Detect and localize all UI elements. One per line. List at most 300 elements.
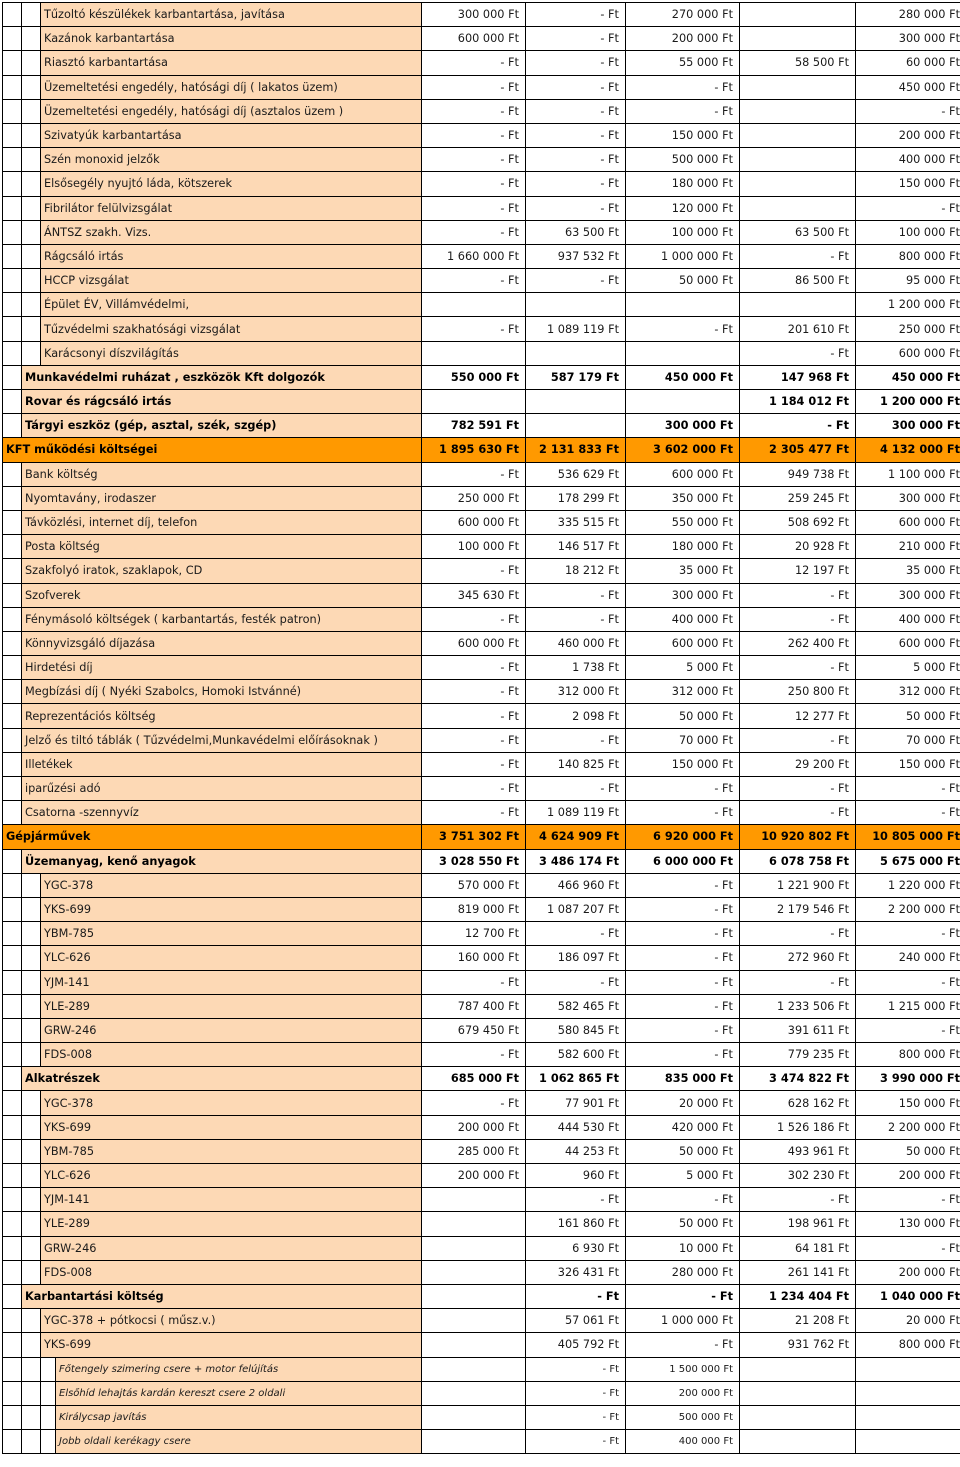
indent-cell: [22, 873, 41, 897]
table-row: [3, 75, 960, 99]
value-cell: - Ft: [856, 970, 960, 994]
value-cell: 10 920 802 Ft: [740, 825, 856, 849]
value-cell: - Ft: [856, 777, 960, 801]
value-cell: [422, 1430, 526, 1454]
table-row: [3, 27, 960, 51]
row-label: Riasztó karbantartása: [41, 51, 422, 75]
indent-cell: [3, 1333, 22, 1357]
value-cell: 50 000 Ft: [626, 269, 740, 293]
row-label: Munkavédelmi ruházat , eszközök Kft dolgozók: [22, 365, 422, 389]
value-cell: 679 450 Ft: [422, 1018, 526, 1042]
indent-cell: [22, 27, 41, 51]
value-cell: 335 515 Ft: [526, 510, 626, 534]
indent-cell: [3, 1381, 22, 1405]
value-cell: 582 600 Ft: [526, 1043, 626, 1067]
indent-cell: [3, 172, 22, 196]
indent-cell: [3, 510, 22, 534]
indent-cell: [22, 897, 41, 921]
value-cell: 60 000 Ft: [856, 51, 960, 75]
value-cell: 300 000 Ft: [856, 583, 960, 607]
value-cell: - Ft: [526, 607, 626, 631]
row-label: Távközlési, internet díj, telefon: [22, 510, 422, 534]
value-cell: 628 162 Ft: [740, 1091, 856, 1115]
value-cell: [422, 1405, 526, 1429]
value-cell: - Ft: [626, 873, 740, 897]
indent-cell: [3, 607, 22, 631]
value-cell: 2 200 000 Ft: [856, 897, 960, 921]
value-cell: - Ft: [422, 220, 526, 244]
value-cell: 580 845 Ft: [526, 1018, 626, 1042]
value-cell: 312 000 Ft: [626, 680, 740, 704]
value-cell: 147 968 Ft: [740, 365, 856, 389]
value-cell: 6 930 Ft: [526, 1236, 626, 1260]
value-cell: [740, 1357, 856, 1381]
value-cell: 3 486 174 Ft: [526, 849, 626, 873]
value-cell: [422, 390, 526, 414]
table-row: [3, 849, 960, 873]
row-label: Rágcsáló irtás: [41, 244, 422, 268]
table-row: [3, 1043, 960, 1067]
indent-cell: [22, 196, 41, 220]
value-cell: [422, 1284, 526, 1308]
indent-cell: [3, 1091, 22, 1115]
table-row: [3, 99, 960, 123]
indent-cell: [3, 1309, 22, 1333]
value-cell: - Ft: [740, 244, 856, 268]
table-row: [3, 390, 960, 414]
indent-cell: [3, 1430, 22, 1454]
value-cell: 600 000 Ft: [856, 631, 960, 655]
indent-cell: [22, 293, 41, 317]
value-cell: 262 400 Ft: [740, 631, 856, 655]
indent-cell: [3, 535, 22, 559]
row-label: Jelző és tiltó táblák ( Tűzvédelmi,Munkavédelmi előírásoknak ): [22, 728, 422, 752]
value-cell: 180 000 Ft: [626, 535, 740, 559]
table-row: [3, 559, 960, 583]
value-cell: - Ft: [422, 1091, 526, 1115]
value-cell: [856, 1357, 960, 1381]
value-cell: [422, 1236, 526, 1260]
table-row: [3, 1091, 960, 1115]
value-cell: 4 624 909 Ft: [526, 825, 626, 849]
indent-cell: [3, 486, 22, 510]
indent-cell: [3, 3, 22, 27]
indent-cell: [3, 365, 22, 389]
indent-cell: [22, 1260, 41, 1284]
value-cell: 312 000 Ft: [856, 680, 960, 704]
indent-cell: [3, 1260, 22, 1284]
row-label: Megbízási díj ( Nyéki Szabolcs, Homoki Istvánné): [22, 680, 422, 704]
value-cell: - Ft: [740, 414, 856, 438]
indent-cell: [3, 922, 22, 946]
value-cell: [422, 1309, 526, 1333]
table-row: [3, 244, 960, 268]
value-cell: 58 500 Ft: [740, 51, 856, 75]
value-cell: [526, 390, 626, 414]
value-cell: 35 000 Ft: [856, 559, 960, 583]
value-cell: 50 000 Ft: [626, 1212, 740, 1236]
table-row: [3, 825, 960, 849]
table-row: [3, 728, 960, 752]
indent-cell: [3, 897, 22, 921]
value-cell: 3 474 822 Ft: [740, 1067, 856, 1091]
row-label: YJM-141: [41, 1188, 422, 1212]
row-label: YBM-785: [41, 922, 422, 946]
row-label: Jobb oldali kerékagy csere: [56, 1430, 422, 1454]
value-cell: 500 000 Ft: [626, 1405, 740, 1429]
value-cell: - Ft: [526, 1284, 626, 1308]
table-body: [3, 3, 960, 1454]
value-cell: - Ft: [422, 269, 526, 293]
indent-cell: [3, 1236, 22, 1260]
value-cell: 600 000 Ft: [422, 510, 526, 534]
value-cell: 180 000 Ft: [626, 172, 740, 196]
row-label: YKS-699: [41, 897, 422, 921]
value-cell: 200 000 Ft: [856, 1164, 960, 1188]
value-cell: - Ft: [422, 1043, 526, 1067]
value-cell: 130 000 Ft: [856, 1212, 960, 1236]
value-cell: 1 089 119 Ft: [526, 317, 626, 341]
table-row: [3, 1115, 960, 1139]
value-cell: - Ft: [422, 777, 526, 801]
value-cell: 345 630 Ft: [422, 583, 526, 607]
indent-cell: [22, 244, 41, 268]
table-row: [3, 1236, 960, 1260]
value-cell: - Ft: [422, 51, 526, 75]
value-cell: 4 132 000 Ft: [856, 438, 960, 462]
value-cell: 140 825 Ft: [526, 752, 626, 776]
table-row: [3, 341, 960, 365]
indent-cell: [22, 1236, 41, 1260]
table-row: [3, 704, 960, 728]
value-cell: [740, 172, 856, 196]
indent-cell: [22, 1018, 41, 1042]
indent-cell: [3, 752, 22, 776]
row-label: Üzemeltetési engedély, hatósági díj (asztalos üzem ): [41, 99, 422, 123]
table-row: [3, 752, 960, 776]
value-cell: 272 960 Ft: [740, 946, 856, 970]
value-cell: - Ft: [626, 1018, 740, 1042]
value-cell: 259 245 Ft: [740, 486, 856, 510]
indent-cell: [22, 1043, 41, 1067]
value-cell: 6 920 000 Ft: [626, 825, 740, 849]
value-cell: - Ft: [526, 1405, 626, 1429]
value-cell: 400 000 Ft: [626, 607, 740, 631]
row-label: Elsősegély nyujtó láda, kötszerek: [41, 172, 422, 196]
indent-cell: [22, 994, 41, 1018]
value-cell: - Ft: [740, 1188, 856, 1212]
value-cell: 312 000 Ft: [526, 680, 626, 704]
indent-cell: [22, 148, 41, 172]
value-cell: 391 611 Ft: [740, 1018, 856, 1042]
value-cell: 819 000 Ft: [422, 897, 526, 921]
row-label: Főtengely szimering csere + motor felújítás: [56, 1357, 422, 1381]
value-cell: 10 805 000 Ft: [856, 825, 960, 849]
value-cell: 64 181 Ft: [740, 1236, 856, 1260]
value-cell: - Ft: [626, 99, 740, 123]
indent-cell: [41, 1381, 56, 1405]
value-cell: - Ft: [422, 75, 526, 99]
indent-cell: [41, 1357, 56, 1381]
indent-cell: [3, 1284, 22, 1308]
value-cell: [422, 293, 526, 317]
row-label: Üzemeltetési engedély, hatósági díj ( lakatos üzem): [41, 75, 422, 99]
value-cell: 100 000 Ft: [626, 220, 740, 244]
row-label: Szivatyúk karbantartása: [41, 123, 422, 147]
value-cell: [422, 1381, 526, 1405]
indent-cell: [3, 704, 22, 728]
row-label: Reprezentációs költség: [22, 704, 422, 728]
indent-cell: [22, 970, 41, 994]
indent-cell: [22, 220, 41, 244]
value-cell: 250 000 Ft: [422, 486, 526, 510]
table-row: [3, 946, 960, 970]
row-label: GRW-246: [41, 1018, 422, 1042]
indent-cell: [41, 1430, 56, 1454]
value-cell: 949 738 Ft: [740, 462, 856, 486]
value-cell: - Ft: [526, 269, 626, 293]
table-row: [3, 970, 960, 994]
value-cell: 450 000 Ft: [856, 365, 960, 389]
value-cell: 200 000 Ft: [422, 1164, 526, 1188]
value-cell: - Ft: [526, 51, 626, 75]
value-cell: - Ft: [740, 970, 856, 994]
row-label: YLC-626: [41, 946, 422, 970]
value-cell: 50 000 Ft: [626, 1139, 740, 1163]
row-label: YGC-378: [41, 873, 422, 897]
value-cell: 300 000 Ft: [856, 27, 960, 51]
row-label: YGC-378: [41, 1091, 422, 1115]
value-cell: [740, 1405, 856, 1429]
value-cell: - Ft: [422, 559, 526, 583]
indent-cell: [3, 27, 22, 51]
value-cell: 200 000 Ft: [422, 1115, 526, 1139]
value-cell: 57 061 Ft: [526, 1309, 626, 1333]
row-label: Fénymásoló költségek ( karbantartás, festék patron): [22, 607, 422, 631]
value-cell: - Ft: [526, 583, 626, 607]
value-cell: - Ft: [626, 801, 740, 825]
table-row: [3, 1139, 960, 1163]
value-cell: 3 028 550 Ft: [422, 849, 526, 873]
value-cell: 150 000 Ft: [856, 1091, 960, 1115]
value-cell: - Ft: [526, 172, 626, 196]
value-cell: 800 000 Ft: [856, 244, 960, 268]
row-label: FDS-008: [41, 1260, 422, 1284]
value-cell: 63 500 Ft: [740, 220, 856, 244]
value-cell: - Ft: [526, 728, 626, 752]
indent-cell: [22, 1357, 41, 1381]
indent-cell: [3, 99, 22, 123]
value-cell: 1 221 900 Ft: [740, 873, 856, 897]
indent-cell: [3, 970, 22, 994]
value-cell: 12 700 Ft: [422, 922, 526, 946]
value-cell: [740, 196, 856, 220]
table-row: [3, 1018, 960, 1042]
value-cell: - Ft: [626, 1284, 740, 1308]
value-cell: 21 208 Ft: [740, 1309, 856, 1333]
value-cell: 250 000 Ft: [856, 317, 960, 341]
value-cell: [422, 1357, 526, 1381]
value-cell: 600 000 Ft: [856, 341, 960, 365]
table-row: [3, 220, 960, 244]
row-label: Királycsap javítás: [56, 1405, 422, 1429]
indent-cell: [3, 75, 22, 99]
value-cell: 1 000 000 Ft: [626, 244, 740, 268]
table-row: [3, 535, 960, 559]
table-row: [3, 365, 960, 389]
value-cell: 1 100 000 Ft: [856, 462, 960, 486]
value-cell: 1 233 506 Ft: [740, 994, 856, 1018]
value-cell: [856, 1405, 960, 1429]
value-cell: 35 000 Ft: [626, 559, 740, 583]
value-cell: 63 500 Ft: [526, 220, 626, 244]
value-cell: 100 000 Ft: [422, 535, 526, 559]
value-cell: 835 000 Ft: [626, 1067, 740, 1091]
table-row: [3, 656, 960, 680]
indent-cell: [22, 341, 41, 365]
table-row: [3, 680, 960, 704]
value-cell: 5 675 000 Ft: [856, 849, 960, 873]
row-label: Könnyvizsgáló díjazása: [22, 631, 422, 655]
row-label: KFT működési költségei: [3, 438, 422, 462]
value-cell: 960 Ft: [526, 1164, 626, 1188]
value-cell: 178 299 Ft: [526, 486, 626, 510]
value-cell: 95 000 Ft: [856, 269, 960, 293]
value-cell: 2 179 546 Ft: [740, 897, 856, 921]
value-cell: 800 000 Ft: [856, 1043, 960, 1067]
indent-cell: [3, 680, 22, 704]
value-cell: - Ft: [626, 1188, 740, 1212]
value-cell: 444 530 Ft: [526, 1115, 626, 1139]
value-cell: 420 000 Ft: [626, 1115, 740, 1139]
table-row: [3, 922, 960, 946]
table-row: [3, 462, 960, 486]
row-label: Épület ÉV, Villámvédelmi,: [41, 293, 422, 317]
indent-cell: [22, 1212, 41, 1236]
value-cell: 210 000 Ft: [856, 535, 960, 559]
row-label: YKS-699: [41, 1333, 422, 1357]
value-cell: 1 000 000 Ft: [626, 1309, 740, 1333]
row-label: GRW-246: [41, 1236, 422, 1260]
value-cell: [740, 1381, 856, 1405]
row-label: YBM-785: [41, 1139, 422, 1163]
value-cell: 600 000 Ft: [422, 27, 526, 51]
value-cell: 150 000 Ft: [856, 752, 960, 776]
value-cell: - Ft: [526, 777, 626, 801]
indent-cell: [41, 1405, 56, 1429]
value-cell: 120 000 Ft: [626, 196, 740, 220]
value-cell: 44 253 Ft: [526, 1139, 626, 1163]
table-row: [3, 51, 960, 75]
value-cell: 20 000 Ft: [626, 1091, 740, 1115]
value-cell: 536 629 Ft: [526, 462, 626, 486]
table-row: [3, 1357, 960, 1381]
value-cell: 550 000 Ft: [422, 365, 526, 389]
row-label: Gépjárművek: [3, 825, 422, 849]
value-cell: - Ft: [422, 752, 526, 776]
value-cell: 1 215 000 Ft: [856, 994, 960, 1018]
table-row: [3, 3, 960, 27]
value-cell: [422, 1188, 526, 1212]
table-row: [3, 1260, 960, 1284]
value-cell: 600 000 Ft: [626, 631, 740, 655]
row-label: Szofverek: [22, 583, 422, 607]
value-cell: - Ft: [856, 1018, 960, 1042]
value-cell: 50 000 Ft: [856, 1139, 960, 1163]
table-row: [3, 1333, 960, 1357]
value-cell: 350 000 Ft: [626, 486, 740, 510]
value-cell: [526, 414, 626, 438]
indent-cell: [3, 1188, 22, 1212]
value-cell: 1 087 207 Ft: [526, 897, 626, 921]
value-cell: [422, 1333, 526, 1357]
indent-cell: [3, 123, 22, 147]
indent-cell: [3, 559, 22, 583]
value-cell: [740, 293, 856, 317]
value-cell: - Ft: [422, 196, 526, 220]
value-cell: 18 212 Ft: [526, 559, 626, 583]
indent-cell: [3, 631, 22, 655]
indent-cell: [3, 777, 22, 801]
row-label: Nyomtavány, irodaszer: [22, 486, 422, 510]
value-cell: 280 000 Ft: [856, 3, 960, 27]
value-cell: - Ft: [856, 801, 960, 825]
value-cell: - Ft: [526, 1188, 626, 1212]
value-cell: 300 000 Ft: [422, 3, 526, 27]
row-label: Bank költség: [22, 462, 422, 486]
value-cell: - Ft: [526, 75, 626, 99]
value-cell: 1 200 000 Ft: [856, 293, 960, 317]
value-cell: [526, 293, 626, 317]
indent-cell: [3, 462, 22, 486]
table-row: [3, 486, 960, 510]
value-cell: 302 230 Ft: [740, 1164, 856, 1188]
value-cell: - Ft: [626, 994, 740, 1018]
indent-cell: [3, 1067, 22, 1091]
value-cell: [626, 390, 740, 414]
value-cell: 1 660 000 Ft: [422, 244, 526, 268]
value-cell: 1 200 000 Ft: [856, 390, 960, 414]
table-row: [3, 123, 960, 147]
value-cell: 3 990 000 Ft: [856, 1067, 960, 1091]
value-cell: 3 751 302 Ft: [422, 825, 526, 849]
value-cell: 685 000 Ft: [422, 1067, 526, 1091]
value-cell: 29 200 Ft: [740, 752, 856, 776]
row-label: Hirdetési díj: [22, 656, 422, 680]
value-cell: 100 000 Ft: [856, 220, 960, 244]
indent-cell: [3, 1139, 22, 1163]
value-cell: 2 131 833 Ft: [526, 438, 626, 462]
indent-cell: [22, 1333, 41, 1357]
indent-cell: [3, 269, 22, 293]
value-cell: - Ft: [740, 583, 856, 607]
value-cell: [740, 123, 856, 147]
indent-cell: [3, 293, 22, 317]
value-cell: 3 602 000 Ft: [626, 438, 740, 462]
value-cell: - Ft: [422, 148, 526, 172]
value-cell: [740, 1430, 856, 1454]
value-cell: - Ft: [526, 3, 626, 27]
indent-cell: [3, 1043, 22, 1067]
value-cell: - Ft: [526, 123, 626, 147]
value-cell: 800 000 Ft: [856, 1333, 960, 1357]
value-cell: 937 532 Ft: [526, 244, 626, 268]
row-label: Alkatrészek: [22, 1067, 422, 1091]
indent-cell: [22, 1091, 41, 1115]
value-cell: 326 431 Ft: [526, 1260, 626, 1284]
value-cell: - Ft: [422, 123, 526, 147]
value-cell: 186 097 Ft: [526, 946, 626, 970]
